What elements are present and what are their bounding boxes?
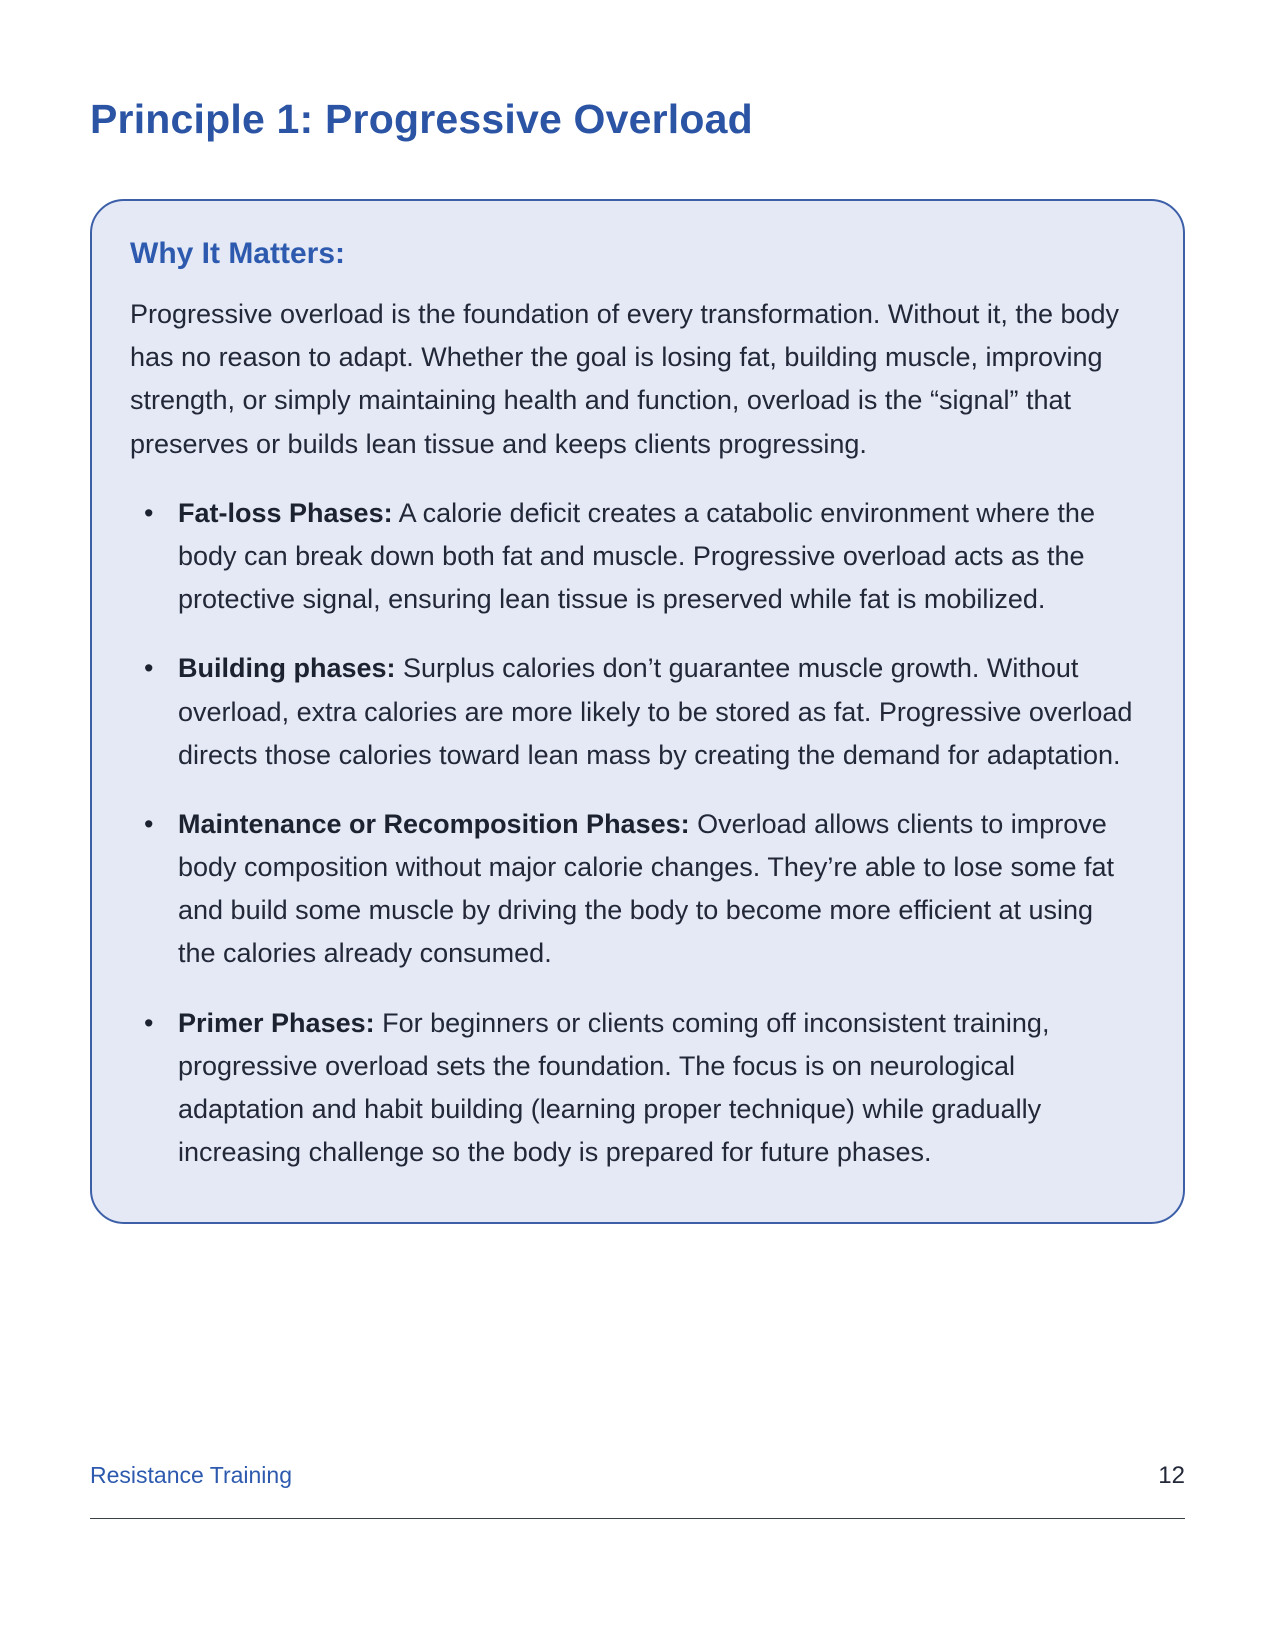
bullet-item-maintenance — [130, 803, 1135, 976]
bullet-text: For beginners or clients coming off inconsistent training, progressive overload sets the foundation. The focus is on neurological adaptation and habit building (learning proper technique) while gradually increasing challenge so the body is prepared for future phases. — [178, 1007, 1050, 1168]
bullet-item-fat-loss — [130, 492, 1135, 622]
bullet-marker: • — [144, 808, 154, 839]
bullet-label: Fat-loss Phases: — [178, 497, 393, 528]
footer-divider-rule — [90, 1518, 1185, 1519]
footer-row — [90, 1462, 1185, 1490]
bullet-marker: • — [144, 653, 154, 684]
bullet-text: Surplus calories don’t guarantee muscle growth. Without overload, extra calories are more likely to be stored as fat. Progressive overload directs those calories toward lean mass by creating the demand for adaptation. — [178, 653, 1133, 770]
page-footer — [90, 1462, 1185, 1519]
bullet-marker: • — [144, 1007, 154, 1038]
callout-intro-paragraph: Progressive overload is the foundation of every transformation. Without it, the body has no reason to adapt. Whether the goal is losing fat, building muscle, improving strength, or simply maintaining health and function, overload is the “signal” that preserves or builds lean tissue and keeps clients progressing. — [130, 299, 1120, 459]
bullet-label: Primer Phases: — [178, 1007, 375, 1038]
footer-document-name: Resistance Training — [90, 1462, 292, 1488]
bullet-marker: • — [144, 497, 154, 528]
why-it-matters-callout — [90, 199, 1185, 1224]
phase-bullet-list — [130, 492, 1135, 1175]
bullet-item-primer — [130, 1002, 1135, 1175]
bullet-label: Building phases: — [178, 653, 396, 684]
bullet-item-building — [130, 647, 1135, 777]
bullet-label: Maintenance or Recomposition Phases: — [178, 808, 690, 839]
callout-heading: Why It Matters: — [130, 237, 346, 270]
footer-page-number: 12 — [1158, 1462, 1185, 1489]
bullet-text: A calorie deficit creates a catabolic environment where the body can break down both fat and muscle. Progressive overload acts as the protective signal, ensuring lean tissue is preserved while fat is mobilized. — [178, 497, 1095, 615]
bullet-text: Overload allows clients to improve body composition without major calorie changes. They’re able to lose some fat and build some muscle by driving the body to become more efficient at using the calories already consumed. — [178, 808, 1114, 969]
page-title: Principle 1: Progressive Overload — [90, 96, 753, 142]
